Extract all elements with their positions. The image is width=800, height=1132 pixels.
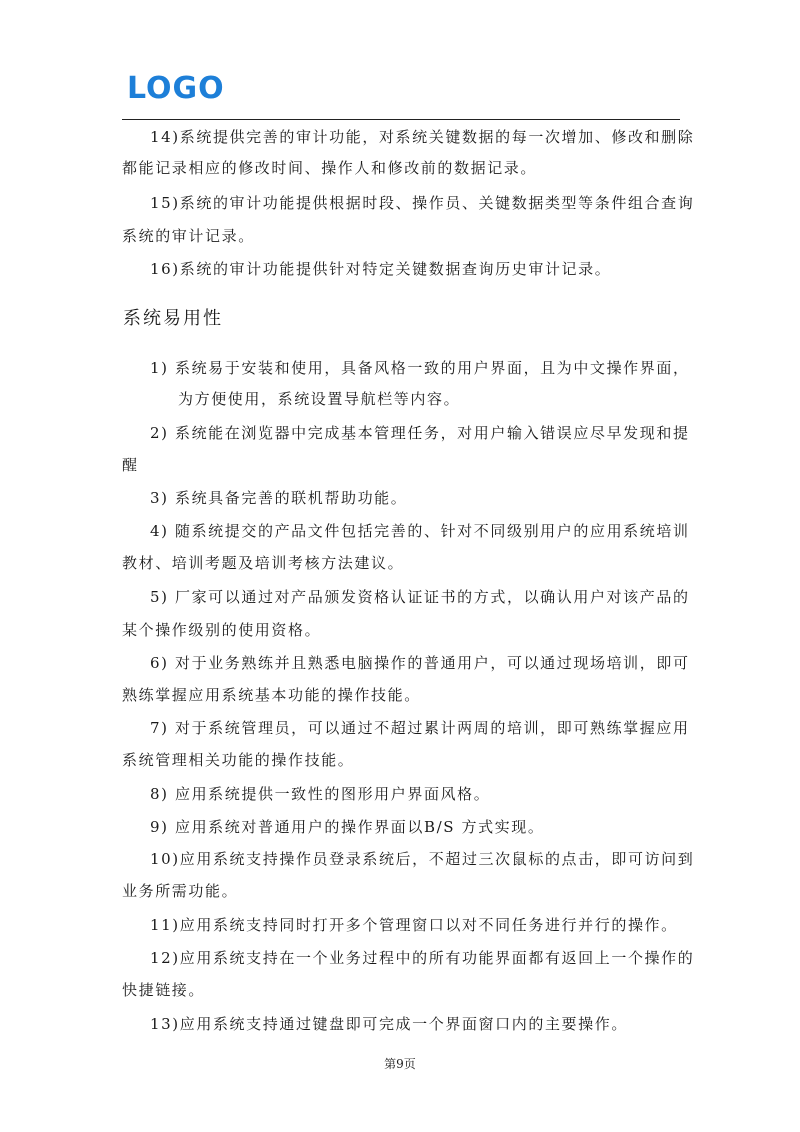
usability-item-5-line1: 5) 厂家可以通过对产品颁发资格认证证书的方式，以确认用户对该产品的 [150, 588, 690, 606]
usability-item-6-line2: 熟练掌握应用系统基本功能的操作技能。 [122, 686, 421, 704]
usability-item-12-line1: 12)应用系统支持在一个业务过程中的所有功能界面都有返回上一个操作的 [150, 949, 695, 967]
audit-item-14-line2: 都能记录相应的修改时间、操作人和修改前的数据记录。 [122, 159, 538, 177]
audit-item-16-line1: 16)系统的审计功能提供针对特定关键数据查询历史审计记录。 [150, 260, 612, 278]
header-rule [122, 119, 680, 120]
usability-item-7-line1: 7) 对于系统管理员，可以通过不超过累计两周的培训，即可熟练掌握应用 [150, 719, 690, 737]
usability-item-7-line2: 系统管理相关功能的操作技能。 [122, 751, 355, 769]
usability-item-4-line1: 4) 随系统提交的产品文件包括完善的、针对不同级别用户的应用系统培训 [150, 522, 690, 540]
usability-item-9-line1: 9) 应用系统对普通用户的操作界面以B/S 方式实现。 [150, 818, 545, 836]
usability-item-11-line1: 11)应用系统支持同时打开多个管理窗口以对不同任务进行并行的操作。 [150, 916, 678, 934]
usability-item-12-line2: 快捷链接。 [122, 981, 206, 999]
usability-item-3-line1: 3) 系统具备完善的联机帮助功能。 [150, 489, 408, 507]
usability-item-10-line1: 10)应用系统支持操作员登录系统后，不超过三次鼠标的点击，即可访问到 [150, 850, 695, 868]
usability-item-2-line1: 2) 系统能在浏览器中完成基本管理任务，对用户输入错误应尽早发现和提 [150, 424, 690, 442]
audit-item-15-line1: 15)系统的审计功能提供根据时段、操作员、关键数据类型等条件组合查询 [150, 194, 695, 212]
usability-item-2-line2: 醒 [122, 456, 139, 474]
usability-item-13-line1: 13)应用系统支持通过键盘即可完成一个界面窗口内的主要操作。 [150, 1015, 628, 1033]
audit-item-15-line2: 系统的审计记录。 [122, 227, 255, 245]
usability-item-10-line2: 业务所需功能。 [122, 882, 239, 900]
usability-item-1-line1: 1) 系统易于安装和使用，具备风格一致的用户界面，且为中文操作界面， [150, 359, 690, 377]
audit-item-14-line1: 14)系统提供完善的审计功能，对系统关键数据的每一次增加、修改和删除 [150, 128, 695, 146]
usability-item-5-line2: 某个操作级别的使用资格。 [122, 621, 322, 639]
usability-item-1-line2: 为方便使用，系统设置导航栏等内容。 [178, 390, 461, 408]
page-number: 第9页 [384, 1057, 416, 1071]
logo: LOGO [127, 71, 225, 106]
usability-item-8-line1: 8) 应用系统提供一致性的图形用户界面风格。 [150, 785, 491, 803]
usability-item-4-line2: 教材、培训考题及培训考核方法建议。 [122, 554, 405, 572]
section-title: 系统易用性 [123, 308, 223, 329]
usability-item-6-line1: 6) 对于业务熟练并且熟悉电脑操作的普通用户，可以通过现场培训，即可 [150, 654, 690, 672]
